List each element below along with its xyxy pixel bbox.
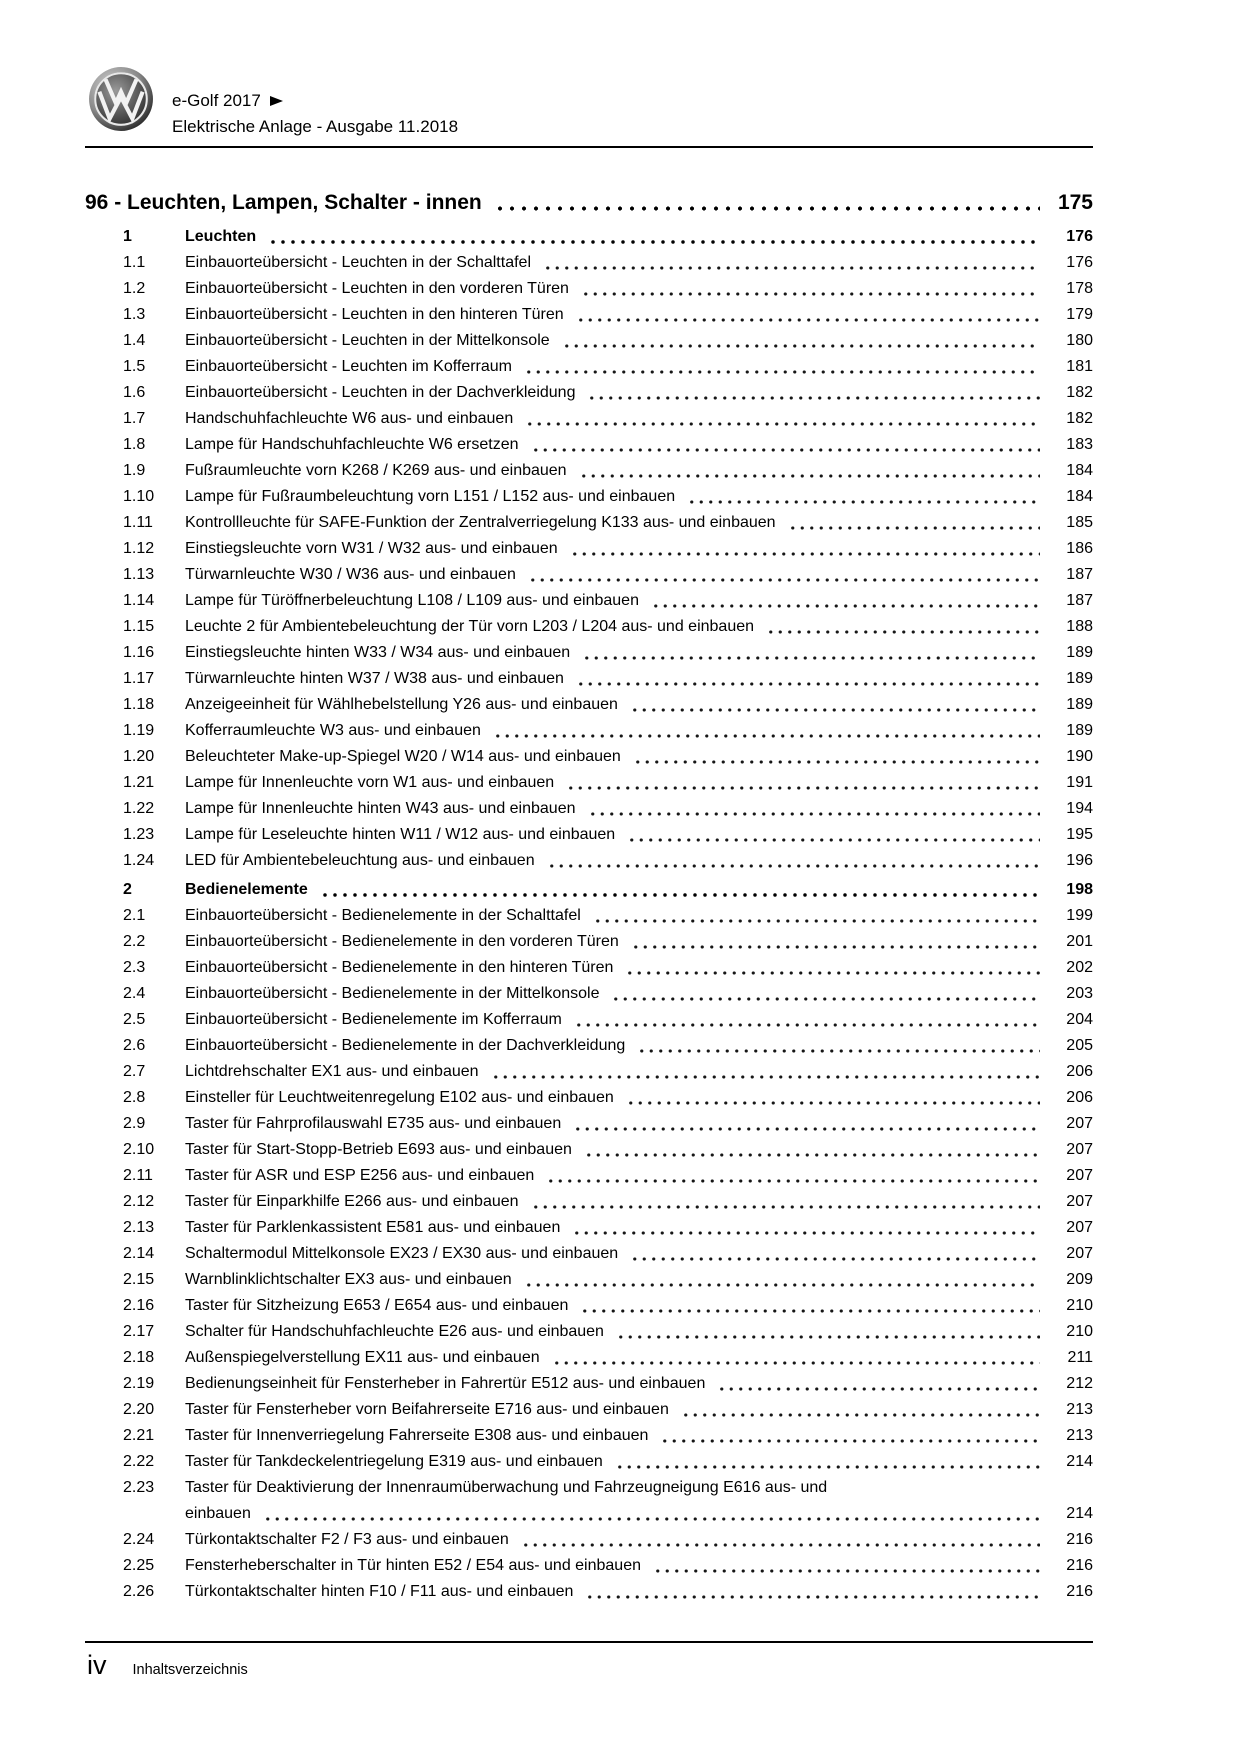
item-number: 2.17	[123, 1323, 155, 1340]
item-title: Schalter für Handschuhfachleuchte E26 aus- und einbauen	[185, 1323, 604, 1340]
item-page: 211	[1067, 1349, 1093, 1366]
toc-sections	[85, 224, 1093, 1605]
dot-leader	[566, 770, 1040, 796]
section-row	[85, 877, 1093, 903]
dot-leader	[637, 1033, 1040, 1059]
item-number: 2.15	[123, 1271, 155, 1288]
item-number: 1.1	[123, 254, 146, 271]
toc-item-row	[85, 484, 1093, 510]
item-page: 212	[1066, 1375, 1093, 1392]
item-title: Einbauorteübersicht - Bedienelemente in der Mittelkonsole	[185, 985, 600, 1002]
item-page: 207	[1066, 1245, 1093, 1262]
dot-leader	[630, 1241, 1040, 1267]
item-number: 2.19	[123, 1375, 155, 1392]
item-title: Lampe für Fußraumbeleuchtung vorn L151 / L152 aus- und einbauen	[185, 488, 676, 505]
toc-item-row	[85, 536, 1093, 562]
toc-item-row	[85, 666, 1093, 692]
dot-leader	[521, 1527, 1040, 1553]
item-page: 206	[1066, 1063, 1093, 1080]
item-title: Schaltermodul Mittelkonsole EX23 / EX30 aus- und einbauen	[185, 1245, 619, 1262]
item-title: Fußraumleuchte vorn K268 / K269 aus- und einbauen	[185, 462, 567, 479]
toc-item-row	[85, 981, 1093, 1007]
item-title: Taster für ASR und ESP E256 aus- und einbauen	[185, 1167, 535, 1184]
item-title: Einbauorteübersicht - Bedienelemente in der Dachverkleidung	[185, 1037, 626, 1054]
item-number: 1.3	[123, 306, 146, 323]
dot-leader	[494, 188, 1040, 218]
item-number: 2.6	[123, 1037, 146, 1054]
item-page: 199	[1066, 907, 1093, 924]
toc-item-row	[85, 562, 1093, 588]
item-page: 190	[1066, 748, 1093, 765]
item-page: 189	[1066, 644, 1093, 661]
header-rule	[85, 146, 1093, 148]
item-page: 207	[1066, 1167, 1093, 1184]
item-page: 207	[1066, 1115, 1093, 1132]
item-page: 184	[1066, 488, 1093, 505]
item-page: 207	[1066, 1219, 1093, 1236]
item-number: 2.10	[123, 1141, 155, 1158]
dot-leader	[588, 796, 1041, 822]
item-number: 1.13	[123, 566, 155, 583]
toc-item-row	[85, 1345, 1093, 1371]
item-title: Handschuhfachleuchte W6 aus- und einbauen	[185, 410, 514, 427]
item-number: 2.2	[123, 933, 146, 950]
dot-leader	[616, 1319, 1040, 1345]
item-title: Lampe für Innenleuchte hinten W43 aus- und einbauen	[185, 800, 576, 817]
toc-item-row	[85, 1059, 1093, 1085]
item-number: 2.9	[123, 1115, 146, 1132]
dot-leader	[788, 510, 1040, 536]
dot-leader	[528, 562, 1040, 588]
toc-item-row	[85, 1137, 1093, 1163]
toc-item-row	[85, 1371, 1093, 1397]
toc-item-row	[85, 718, 1093, 744]
toc-item-row	[85, 822, 1093, 848]
item-title: Türwarnleuchte hinten W37 / W38 aus- und einbauen	[185, 670, 564, 687]
item-number: 2.21	[123, 1427, 155, 1444]
dot-leader	[579, 458, 1040, 484]
item-title: Leuchte 2 für Ambientebeleuchtung der Tür vorn L203 / L204 aus- und einbauen	[185, 618, 755, 635]
footer-label: Inhaltsverzeichnis	[132, 1662, 248, 1678]
model-line	[172, 88, 458, 114]
toc-item-row	[85, 406, 1093, 432]
item-page: 213	[1066, 1401, 1093, 1418]
item-page: 185	[1066, 514, 1093, 531]
item-page: 194	[1066, 800, 1093, 817]
toc-item-row	[85, 354, 1093, 380]
dot-leader	[543, 250, 1040, 276]
item-title: Einbauorteübersicht - Leuchten in den vorderen Türen	[185, 280, 569, 297]
item-page: 207	[1066, 1193, 1093, 1210]
item-number: 2.26	[123, 1583, 155, 1600]
toc-item-row	[85, 614, 1093, 640]
dot-leader	[615, 1449, 1040, 1475]
item-number: 2.18	[123, 1349, 155, 1366]
item-number: 2.3	[123, 959, 146, 976]
item-page: 203	[1066, 985, 1093, 1002]
item-page: 216	[1066, 1557, 1093, 1574]
page-footer	[87, 1648, 248, 1682]
dot-leader	[630, 692, 1040, 718]
vw-logo-icon	[88, 66, 154, 132]
item-number: 1.2	[123, 280, 146, 297]
item-title: Einstiegsleuchte hinten W33 / W34 aus- und einbauen	[185, 644, 571, 661]
dot-leader	[570, 536, 1040, 562]
item-page: 188	[1066, 618, 1093, 635]
dot-leader	[320, 877, 1040, 903]
item-number: 2.7	[123, 1063, 146, 1080]
toc-item-row	[85, 1475, 1093, 1527]
item-page: 214	[1066, 1453, 1093, 1470]
toc-item-row	[85, 1189, 1093, 1215]
footer-rule	[85, 1641, 1093, 1643]
dot-leader	[660, 1423, 1040, 1449]
dot-leader	[576, 302, 1040, 328]
dot-leader	[574, 1007, 1040, 1033]
item-page: 186	[1066, 540, 1093, 557]
item-title: Kofferraumleuchte W3 aus- und einbauen	[185, 722, 481, 739]
item-page: 182	[1066, 410, 1093, 427]
section-number: 1	[123, 228, 132, 245]
item-page: 201	[1066, 933, 1093, 950]
item-number: 1.7	[123, 410, 146, 427]
item-number: 1.11	[123, 514, 153, 531]
dot-leader	[633, 744, 1040, 770]
item-number: 1.16	[123, 644, 155, 661]
item-title: Taster für Start-Stopp-Betrieb E693 aus- und einbauen	[185, 1141, 572, 1158]
item-number: 2.11	[123, 1167, 153, 1184]
toc-item-row	[85, 640, 1093, 666]
item-title: Anzeigeeinheit für Wählhebelstellung Y26 aus- und einbauen	[185, 696, 618, 713]
toc-item-row	[85, 770, 1093, 796]
toc-item-row	[85, 796, 1093, 822]
item-number: 2.13	[123, 1219, 155, 1236]
document-header	[172, 88, 458, 140]
item-title: Lampe für Leseleuchte hinten W11 / W12 aus- und einbauen	[185, 826, 616, 843]
item-page: 178	[1066, 280, 1093, 297]
dot-leader	[580, 1293, 1040, 1319]
item-page: 187	[1066, 566, 1093, 583]
item-title: Beleuchteter Make-up-Spiegel W20 / W14 aus- und einbauen	[185, 748, 621, 765]
toc-item-row	[85, 903, 1093, 929]
item-page: 213	[1066, 1427, 1093, 1444]
item-page: 214	[1066, 1505, 1093, 1522]
item-page: 205	[1066, 1037, 1093, 1054]
item-title: Taster für Fensterheber vorn Beifahrerseite E716 aus- und einbauen	[185, 1401, 669, 1418]
toc-item-row	[85, 848, 1093, 874]
item-title: Einbauorteübersicht - Bedienelemente im Kofferraum	[185, 1011, 562, 1028]
item-title: Taster für Fahrprofilauswahl E735 aus- und einbauen	[185, 1115, 562, 1132]
dot-leader	[572, 1215, 1040, 1241]
toc-item-row	[85, 510, 1093, 536]
model-arrow-icon	[270, 96, 283, 106]
toc-item-row	[85, 1527, 1093, 1553]
item-page: 206	[1066, 1089, 1093, 1106]
toc-item-row	[85, 1397, 1093, 1423]
dot-leader	[524, 1267, 1040, 1293]
item-title: Einbauorteübersicht - Leuchten in der Mittelkonsole	[185, 332, 550, 349]
toc-item-row	[85, 432, 1093, 458]
section-row	[85, 224, 1093, 250]
toc-item-row	[85, 1319, 1093, 1345]
item-title: Taster für Deaktivierung der Innenraumüberwachung und Fahrzeugneigung E616 aus- und	[185, 1479, 828, 1496]
item-title: Türwarnleuchte W30 / W36 aus- und einbauen	[185, 566, 516, 583]
toc-item-row	[85, 1449, 1093, 1475]
item-page: 210	[1066, 1297, 1093, 1314]
item-title: Taster für Einparkhilfe E266 aus- und einbauen	[185, 1193, 519, 1210]
item-number: 2.23	[123, 1479, 155, 1496]
chapter-title: 96 - Leuchten, Lampen, Schalter - innen	[85, 191, 482, 214]
item-page: 182	[1066, 384, 1093, 401]
item-number: 1.19	[123, 722, 155, 739]
dot-leader	[717, 1371, 1040, 1397]
item-number: 1.14	[123, 592, 155, 609]
item-title: Einbauorteübersicht - Bedienelemente in den vorderen Türen	[185, 933, 619, 950]
item-number: 2.16	[123, 1297, 155, 1314]
dot-leader	[625, 955, 1040, 981]
item-title: Türkontaktschalter hinten F10 / F11 aus- und einbauen	[185, 1583, 574, 1600]
chapter-page: 175	[1057, 191, 1093, 214]
item-title: Kontrollleuchte für SAFE-Funktion der Zentralverriegelung K133 aus- und einbauen	[185, 514, 776, 531]
item-title: Einbauorteübersicht - Leuchten in der Schalttafel	[185, 254, 531, 271]
item-page: 216	[1066, 1583, 1093, 1600]
item-title: Einbauorteübersicht - Leuchten in der Dachverkleidung	[185, 384, 576, 401]
item-number: 1.21	[123, 774, 155, 791]
dot-leader	[263, 1501, 1040, 1527]
item-title: Taster für Sitzheizung E653 / E654 aus- und einbauen	[185, 1297, 569, 1314]
dot-leader	[581, 276, 1040, 302]
section-title: Bedienelemente	[185, 881, 308, 898]
item-title: Taster für Parklenkassistent E581 aus- und einbauen	[185, 1219, 561, 1236]
toc-item-row	[85, 1241, 1093, 1267]
item-number: 1.12	[123, 540, 155, 557]
item-number: 2.20	[123, 1401, 155, 1418]
dot-leader	[611, 981, 1040, 1007]
item-number: 2.8	[123, 1089, 146, 1106]
item-title: Taster für Tankdeckelentriegelung E319 aus- und einbauen	[185, 1453, 603, 1470]
item-title: Außenspiegelverstellung EX11 aus- und einbauen	[185, 1349, 540, 1366]
item-number: 2.4	[123, 985, 146, 1002]
item-page: 207	[1066, 1141, 1093, 1158]
item-number: 1.18	[123, 696, 155, 713]
dot-leader	[576, 666, 1040, 692]
toc-item-row	[85, 276, 1093, 302]
toc-item-row	[85, 1163, 1093, 1189]
item-number: 2.25	[123, 1557, 155, 1574]
toc-item-row	[85, 250, 1093, 276]
dot-leader	[491, 1059, 1040, 1085]
toc-item-row	[85, 1215, 1093, 1241]
item-page: 189	[1066, 696, 1093, 713]
item-title: Warnblinklichtschalter EX3 aus- und einbauen	[185, 1271, 512, 1288]
item-number: 2.1	[123, 907, 146, 924]
toc-item-row	[85, 380, 1093, 406]
item-title: Türkontaktschalter F2 / F3 aus- und einbauen	[185, 1531, 509, 1548]
toc-item-row	[85, 1553, 1093, 1579]
dot-leader	[524, 354, 1040, 380]
item-title: Lichtdrehschalter EX1 aus- und einbauen	[185, 1063, 479, 1080]
item-number: 1.23	[123, 826, 155, 843]
item-number: 1.5	[123, 358, 146, 375]
dot-leader	[268, 224, 1040, 250]
dot-leader	[631, 929, 1040, 955]
item-page: 191	[1066, 774, 1093, 791]
toc-item-row	[85, 1007, 1093, 1033]
item-number: 2.12	[123, 1193, 155, 1210]
dot-leader	[573, 1111, 1040, 1137]
item-number: 1.4	[123, 332, 146, 349]
dot-leader	[651, 588, 1040, 614]
item-page: 204	[1066, 1011, 1093, 1028]
item-number: 1.10	[123, 488, 155, 505]
item-number: 1.24	[123, 852, 155, 869]
dot-leader	[681, 1397, 1040, 1423]
item-page: 176	[1066, 254, 1093, 271]
toc-item-row	[85, 744, 1093, 770]
item-page: 181	[1066, 358, 1093, 375]
item-number: 1.8	[123, 436, 146, 453]
dot-leader	[584, 1137, 1040, 1163]
chapter-row	[85, 188, 1093, 218]
dot-leader	[547, 848, 1040, 874]
dot-leader	[627, 822, 1040, 848]
toc-item-row	[85, 302, 1093, 328]
footer-page-number: iv	[87, 1650, 107, 1680]
table-of-contents	[85, 188, 1093, 1605]
dot-leader	[531, 432, 1040, 458]
toc-item-row	[85, 1579, 1093, 1605]
item-page: 202	[1066, 959, 1093, 976]
toc-item-row	[85, 1085, 1093, 1111]
toc-item-row	[85, 1033, 1093, 1059]
toc-item-row	[85, 458, 1093, 484]
item-number: 1.22	[123, 800, 155, 817]
section-title: Leuchten	[185, 228, 257, 245]
section-page: 176	[1066, 228, 1093, 245]
item-page: 183	[1066, 436, 1093, 453]
item-page: 210	[1066, 1323, 1093, 1340]
edition-title: Elektrische Anlage - Ausgabe 11.2018	[172, 117, 459, 136]
dot-leader	[766, 614, 1040, 640]
dot-leader	[626, 1085, 1040, 1111]
item-number: 2.22	[123, 1453, 155, 1470]
toc-item-row	[85, 955, 1093, 981]
toc-item-row	[85, 1267, 1093, 1293]
dot-leader	[552, 1345, 1040, 1371]
item-page: 196	[1066, 852, 1093, 869]
dot-leader	[531, 1189, 1040, 1215]
dot-leader	[585, 1579, 1040, 1605]
item-title-continued: einbauen	[185, 1505, 251, 1522]
toc-item-row	[85, 588, 1093, 614]
item-number: 1.15	[123, 618, 155, 635]
item-title: Einsteller für Leuchtweitenregelung E102 aus- und einbauen	[185, 1089, 614, 1106]
item-page: 180	[1066, 332, 1093, 349]
item-title: Bedienungseinheit für Fensterheber in Fahrertür E512 aus- und einbauen	[185, 1375, 706, 1392]
toc-item-row	[85, 1111, 1093, 1137]
item-page: 216	[1066, 1531, 1093, 1548]
item-page: 179	[1066, 306, 1093, 323]
item-number: 2.24	[123, 1531, 155, 1548]
item-page: 189	[1066, 722, 1093, 739]
toc-item-row	[85, 929, 1093, 955]
item-title: LED für Ambientebeleuchtung aus- und einbauen	[185, 852, 535, 869]
dot-leader	[562, 328, 1040, 354]
item-title: Taster für Innenverriegelung Fahrerseite E308 aus- und einbauen	[185, 1427, 649, 1444]
dot-leader	[525, 406, 1040, 432]
item-number: 1.17	[123, 670, 155, 687]
item-page: 209	[1066, 1271, 1093, 1288]
dot-leader	[687, 484, 1040, 510]
item-page: 189	[1066, 670, 1093, 687]
dot-leader	[582, 640, 1040, 666]
item-number: 2.5	[123, 1011, 146, 1028]
dot-leader	[593, 903, 1040, 929]
dot-leader	[653, 1553, 1040, 1579]
item-title: Einbauorteübersicht - Leuchten in den hinteren Türen	[185, 306, 564, 323]
item-number: 1.6	[123, 384, 146, 401]
section-number: 2	[123, 881, 132, 898]
dot-leader	[546, 1163, 1040, 1189]
item-number: 1.20	[123, 748, 155, 765]
section-page: 198	[1066, 881, 1093, 898]
toc-item-row	[85, 692, 1093, 718]
item-title: Einstiegsleuchte vorn W31 / W32 aus- und einbauen	[185, 540, 558, 557]
dot-leader	[493, 718, 1040, 744]
item-number: 1.9	[123, 462, 146, 479]
item-title: Lampe für Handschuhfachleuchte W6 ersetzen	[185, 436, 519, 453]
dot-leader	[587, 380, 1040, 406]
item-title: Einbauorteübersicht - Bedienelemente in der Schalttafel	[185, 907, 581, 924]
item-page: 184	[1066, 462, 1093, 479]
model-title: e-Golf 2017	[172, 91, 261, 110]
item-title: Einbauorteübersicht - Leuchten im Kofferraum	[185, 358, 512, 375]
toc-item-row	[85, 328, 1093, 354]
item-number: 2.14	[123, 1245, 155, 1262]
item-title: Lampe für Türöffnerbeleuchtung L108 / L109 aus- und einbauen	[185, 592, 639, 609]
item-page: 187	[1066, 592, 1093, 609]
item-title: Lampe für Innenleuchte vorn W1 aus- und einbauen	[185, 774, 555, 791]
toc-item-row	[85, 1293, 1093, 1319]
item-title: Einbauorteübersicht - Bedienelemente in den hinteren Türen	[185, 959, 614, 976]
toc-item-row	[85, 1423, 1093, 1449]
item-title: Fensterheberschalter in Tür hinten E52 / E54 aus- und einbauen	[185, 1557, 641, 1574]
item-page: 195	[1066, 826, 1093, 843]
